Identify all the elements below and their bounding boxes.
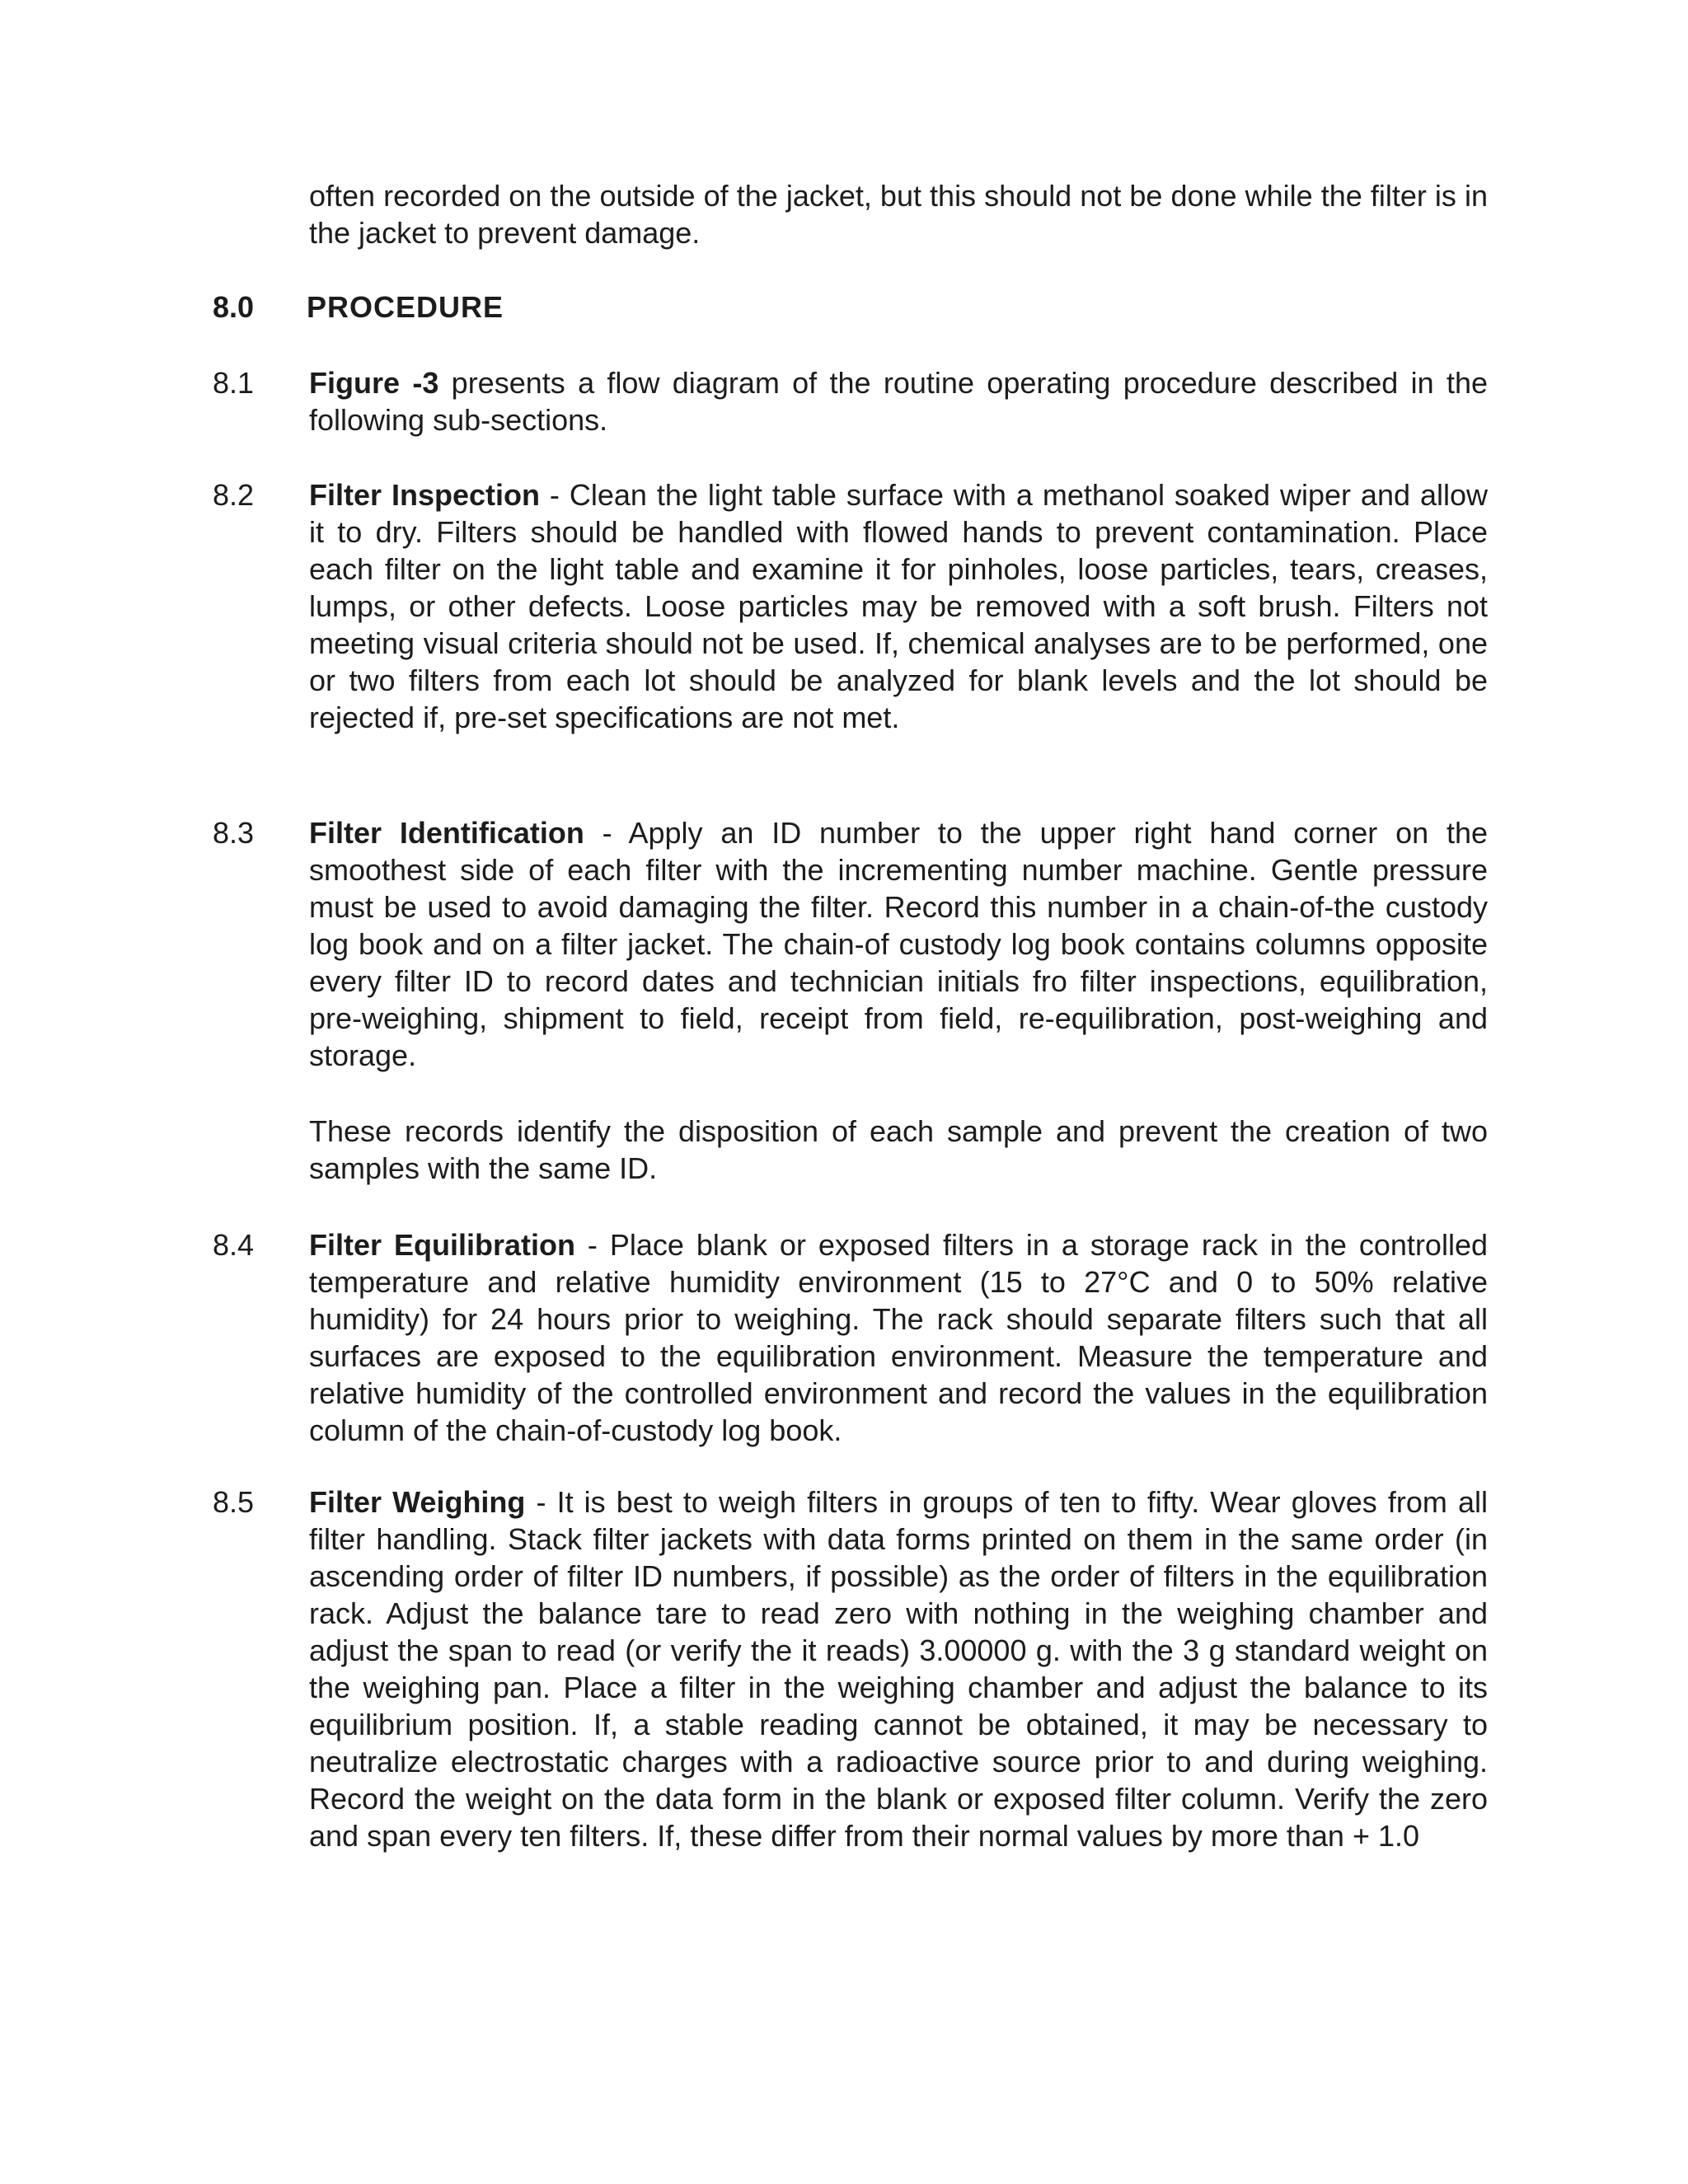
section-title: PROCEDURE bbox=[307, 290, 504, 324]
item-number-8-3: 8.3 bbox=[213, 816, 255, 850]
item-paragraph-8-3-extra: These records identify the disposition of each sample and prevent the creation of two samples with the same ID. bbox=[309, 1114, 1488, 1185]
item-number-8-1: 8.1 bbox=[213, 366, 255, 400]
item-paragraph-8-3 bbox=[309, 814, 1488, 1074]
item-text-8-3: - Apply an ID number to the upper right hand corner on the smoothest side of each filter with the incrementing number machine. Gentle pressure must be used to avoid damaging the filter. Record this number in a chain-of-the custody log book and on a filter jacket. The chain-of custody log book contains columns opposite every filter ID to record dates and technician initials fro filter inspections, equilibration, pre-weighing, shipment to field, receipt from field, re-equilibration, post-weighing and storage. bbox=[309, 816, 1489, 1072]
item-title-8-3: Filter Identification bbox=[309, 816, 584, 850]
item-text-8-4: - Place blank or exposed filters in a storage rack in the controlled temperature and relative humidity environment (15 to 27°C and 0 to 50% relative humidity) for 24 hours prior to weighing. The rack should separate filters such that all surfaces are exposed to the equilibration environment. Measure the temperature and relative humidity of the controlled environment and record the values in the equilibration column of the chain-of-custody log book. bbox=[309, 1228, 1488, 1447]
intro-paragraph: often recorded on the outside of the jacket, but this should not be done while the filter is in the jacket to prevent damage. bbox=[309, 179, 1488, 250]
item-title-8-1: Figure -3 bbox=[309, 366, 439, 400]
item-number-8-4: 8.4 bbox=[213, 1228, 255, 1262]
item-paragraph-8-1 bbox=[309, 364, 1488, 438]
item-text-8-2: - Clean the light table surface with a methanol soaked wiper and allow it to dry. Filters should be handled with flowed hands to prevent contamination. Place each filter on the light table and examine it for pinholes, loose particles, tears, creases, lumps, or other defects. Loose particles may be removed with a soft brush. Filters not meeting visual criteria should not be used. If, chemical analyses are to be performed, one or two filters from each lot should be analyzed for blank levels and the lot should be rejected if, pre-set specifications are not met. bbox=[309, 478, 1488, 734]
item-number-8-2: 8.2 bbox=[213, 478, 255, 512]
item-title-8-4: Filter Equilibration bbox=[309, 1228, 575, 1262]
item-text-8-1: presents a flow diagram of the routine operating procedure described in the following sub-sections. bbox=[309, 366, 1488, 437]
item-paragraph-8-4 bbox=[309, 1226, 1488, 1449]
section-number: 8.0 bbox=[213, 290, 255, 324]
item-paragraph-8-5 bbox=[309, 1483, 1488, 1854]
item-title-8-2: Filter Inspection bbox=[309, 478, 540, 512]
item-number-8-5: 8.5 bbox=[213, 1485, 255, 1519]
item-title-8-5: Filter Weighing bbox=[309, 1485, 526, 1519]
item-text-8-5: - It is best to weigh filters in groups of ten to fifty. Wear gloves from all filter handling. Stack filter jackets with data forms printed on them in the same order (in ascending order of filter ID numbers, if possible) as the order of filters in the equilibration rack. Adjust the balance tare to read zero with nothing in the weighing chamber and adjust the span to read (or verify the it reads) 3.00000 g. with the 3 g standard weight on the weighing pan. Place a filter in the weighing chamber and adjust the balance to its equilibrium position. If, a stable reading cannot be obtained, it may be necessary to neutralize electrostatic charges with a radioactive source prior to and during weighing. Record the weight on the data form in the blank or exposed filter column. Verify the zero and span every ten filters. If, these differ from their normal values by more than + 1.0 bbox=[309, 1485, 1488, 1853]
item-paragraph-8-2 bbox=[309, 476, 1488, 736]
